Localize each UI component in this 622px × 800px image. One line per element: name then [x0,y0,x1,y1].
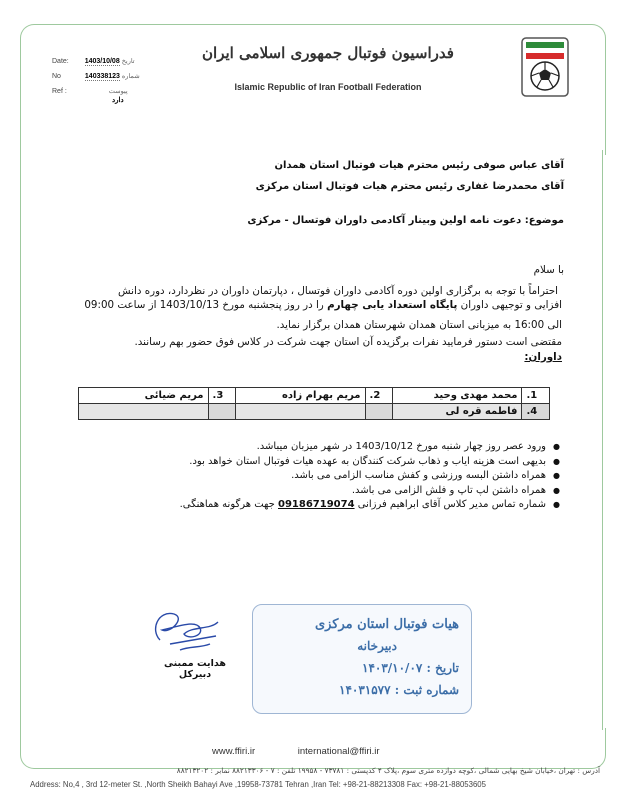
instructions-list [80,440,560,513]
referee-num: 1. [522,388,550,404]
ref-label: Ref : [52,88,67,95]
empty-cell [79,404,209,420]
referees-title: داوران: [524,351,562,363]
letterhead-frame-left [20,150,21,730]
list-item: ● همراه داشتن لپ تاپ و فلش الزامی می باشد. [80,484,560,499]
number-label-fa: شماره [121,73,140,80]
secretariat-stamp [252,604,472,714]
referee-name: مریم بهرام زاده [236,388,365,404]
stamp-date: تاریخ : ۱۴۰۳/۱۰/۰۷ [362,661,459,675]
referee-num: 3. [208,388,236,404]
federation-logo-icon [520,36,570,98]
referee-num: 2. [365,388,393,404]
date-value: 1403/10/08 [84,58,120,65]
empty-cell [365,404,393,420]
footer-address-fa: آدرس : تهران ،خیابان شیخ بهایی شمالی ،کوچه دوازده متری سوم ،پلاک ۴ کدپستی : ۷۳۷۸۱ - ۱۹۹۵۸ تلفن : ۷ - ۸۸۲۱۳۳۰۶ نمابر : ۸۸۲۱۳۲۰۲ [176,766,600,775]
signature-icon [140,600,230,660]
footer-address-en: Address: No,4 , 3rd 12-meter St. ,North Sheikh Bahayi Ave ,19958-73781 Tehran ,Iran Tel: +98-21-88213308 Fax: +98-21-88053605 [30,780,486,789]
letterhead-frame-right [602,150,603,730]
contact-phone: 09186719074 [278,499,355,510]
body-paragraph-2-prefix: افزایی و توجیهی داوران [457,299,562,311]
referees-table [78,387,550,420]
ref-label-fa: پیوست [108,88,128,95]
contact-suffix: جهت هرگونه هماهنگی. [179,499,278,510]
table-row [79,388,550,404]
number-value: 140338123 [84,73,120,80]
list-item: ● همراه داشتن البسه ورزشی و کفش مناسب الزامی می باشد. [80,469,560,484]
date-label: Date: [52,58,69,65]
talent-base-name: پایگاه استعداد یابی چهارم [327,299,458,311]
number-row [52,72,140,80]
ref-row [52,87,128,95]
subject-line: موضوع: دعوت نامه اولین وبینار آکادمی داوران فوتسال - مرکزی [247,215,564,226]
referee-name: محمد مهدی وحید [393,388,522,404]
contact-prefix: شماره تماس مدیر کلاس آقای ابراهیم فرزانی [354,499,546,510]
ref-value: دارد [112,97,124,104]
greeting: با سلام [533,264,564,276]
stamp-org: هیات فوتبال استان مرکزی [314,617,459,632]
empty-cell [236,404,365,420]
date-row [52,57,135,65]
body-paragraph-4: مقتضی است دستور فرمایید نفرات برگزیده آن استان جهت شرکت در کلاس فوق حضور بهم رسانند. [134,336,562,348]
addressee-1: آقای عباس صوفی رئیس محترم هیات فوتبال استان همدان [274,160,564,171]
list-item: ● ورود عصر روز چهار شنبه مورخ 1403/10/12 در شهر میزبان میباشد. [80,440,560,455]
referee-name: مریم ضیائی [79,388,209,404]
stamp-reg-number: شماره ثبت : ۱۴۰۳۱۵۷۷ [339,683,459,697]
signer-title: دبیرکل [178,669,212,680]
number-label: No [52,73,61,80]
body-paragraph-2-suffix: را در روز پنجشنبه مورخ 1403/10/13 از ساعت 09:00 [84,299,328,311]
date-label-fa: تاریخ [121,58,135,65]
referee-name: فاطمه قره لی [393,404,522,420]
website-link[interactable]: www.ffiri.ir [212,746,256,757]
footer-web-row [212,746,472,757]
body-paragraph-2 [48,299,562,313]
email-link[interactable]: international@ffiri.ir [297,746,380,757]
signer-block [140,658,250,680]
referee-num: 4. [522,404,550,420]
list-item [80,498,560,513]
body-paragraph-1: احتراماً با توجه به برگزاری اولین دوره آکادمی داوران فوتسال ، دپارتمان داوران در نظردارد، دوره دانش [118,285,558,297]
signer-name: هدایت ممبنی [164,658,226,669]
stamp-dept: دبیرخانه [357,639,397,653]
empty-cell [208,404,236,420]
federation-name-fa: فدراسیون فوتبال جمهوری اسلامی ایران [202,44,454,62]
table-row [79,404,550,420]
list-item: ● بدیهی است هزینه ایاب و ذهاب شرکت کنندگان به عهده هیات فوتبال استان خواهد بود. [80,455,560,470]
federation-name-en: Islamic Republic of Iran Football Federation [234,82,422,92]
addressee-2: آقای محمدرضا غفاری رئیس محترم هیات فوتبال استان مرکزی [255,181,564,192]
body-paragraph-3: الی 16:00 به میزبانی استان همدان شهرستان همدان برگزار نماید. [276,319,562,331]
